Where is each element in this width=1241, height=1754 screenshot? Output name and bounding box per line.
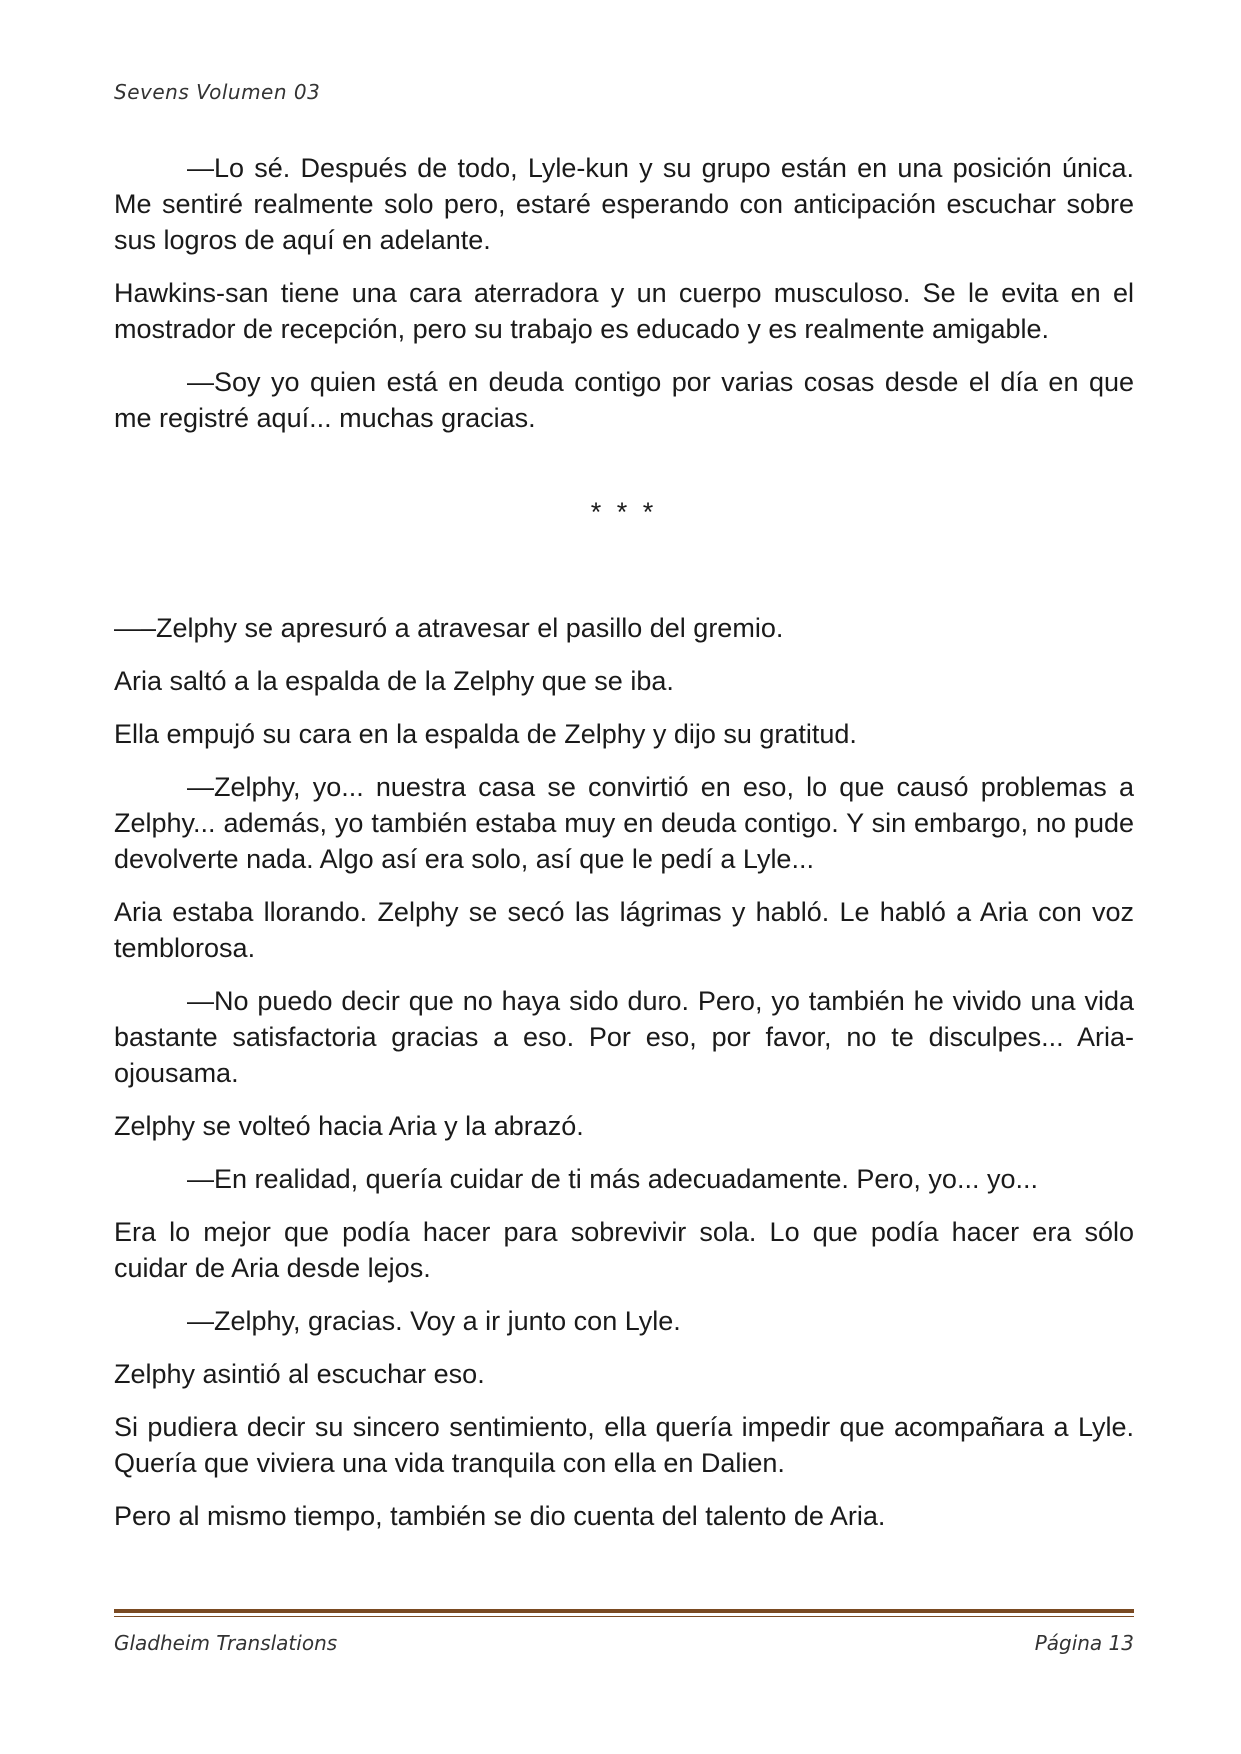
scene-break: * * *	[590, 497, 658, 527]
running-header: Sevens Volumen 03	[114, 80, 321, 104]
paragraph: —Zelphy, gracias. Voy a ir junto con Lyle.	[187, 1306, 681, 1336]
paragraph: —Soy yo quien está en deuda contigo por varias cosas desde el día en que me registré aquí... muchas gracias.	[114, 367, 1134, 433]
paragraph: Zelphy asintió al escuchar eso.	[114, 1359, 485, 1389]
paragraph: —Lo sé. Después de todo, Lyle-kun y su grupo están en una posición única. Me sentiré realmente solo pero, estaré esperando con anticipación escuchar sobre sus logros de aquí en adelante.	[114, 153, 1134, 255]
paragraph: Ella empujó su cara en la espalda de Zelphy y dijo su gratitud.	[114, 719, 857, 749]
paragraph: —Zelphy, yo... nuestra casa se convirtió en eso, lo que causó problemas a Zelphy... además, yo también estaba muy en deuda contigo. Y sin embargo, no pude devolverte nada. Algo así era solo, así que le pedí a Lyle...	[114, 772, 1134, 874]
body-text	[114, 150, 1134, 1551]
paragraph: Si pudiera decir su sincero sentimiento, ella quería impedir que acompañara a Lyle. Quería que viviera una vida tranquila con ella en Dalien.	[114, 1412, 1134, 1478]
paragraph: Pero al mismo tiempo, también se dio cuenta del talento de Aria.	[114, 1501, 886, 1531]
paragraph: —No puedo decir que no haya sido duro. Pero, yo también he vivido una vida bastante satisfactoria gracias a eso. Por eso, por favor, no te disculpes... Aria-ojousama.	[114, 986, 1134, 1088]
footer-page-number: Página 13	[1034, 1631, 1134, 1655]
paragraph: Era lo mejor que podía hacer para sobrevivir sola. Lo que podía hacer era sólo cuidar de Aria desde lejos.	[114, 1217, 1134, 1283]
paragraph: —–Zelphy se apresuró a atravesar el pasillo del gremio.	[114, 613, 784, 643]
paragraph: Aria estaba llorando. Zelphy se secó las lágrimas y habló. Le habló a Aria con voz temblorosa.	[114, 897, 1134, 963]
paragraph: Zelphy se volteó hacia Aria y la abrazó.	[114, 1111, 584, 1141]
footer-publisher: Gladheim Translations	[114, 1631, 338, 1655]
paragraph: Aria saltó a la espalda de la Zelphy que se iba.	[114, 666, 674, 696]
footer-divider-thin	[114, 1616, 1134, 1617]
paragraph: Hawkins-san tiene una cara aterradora y un cuerpo musculoso. Se le evita en el mostrador de recepción, pero su trabajo es educado y es realmente amigable.	[114, 278, 1134, 344]
footer-divider	[114, 1609, 1134, 1613]
paragraph: —En realidad, quería cuidar de ti más adecuadamente. Pero, yo... yo...	[187, 1164, 1038, 1194]
